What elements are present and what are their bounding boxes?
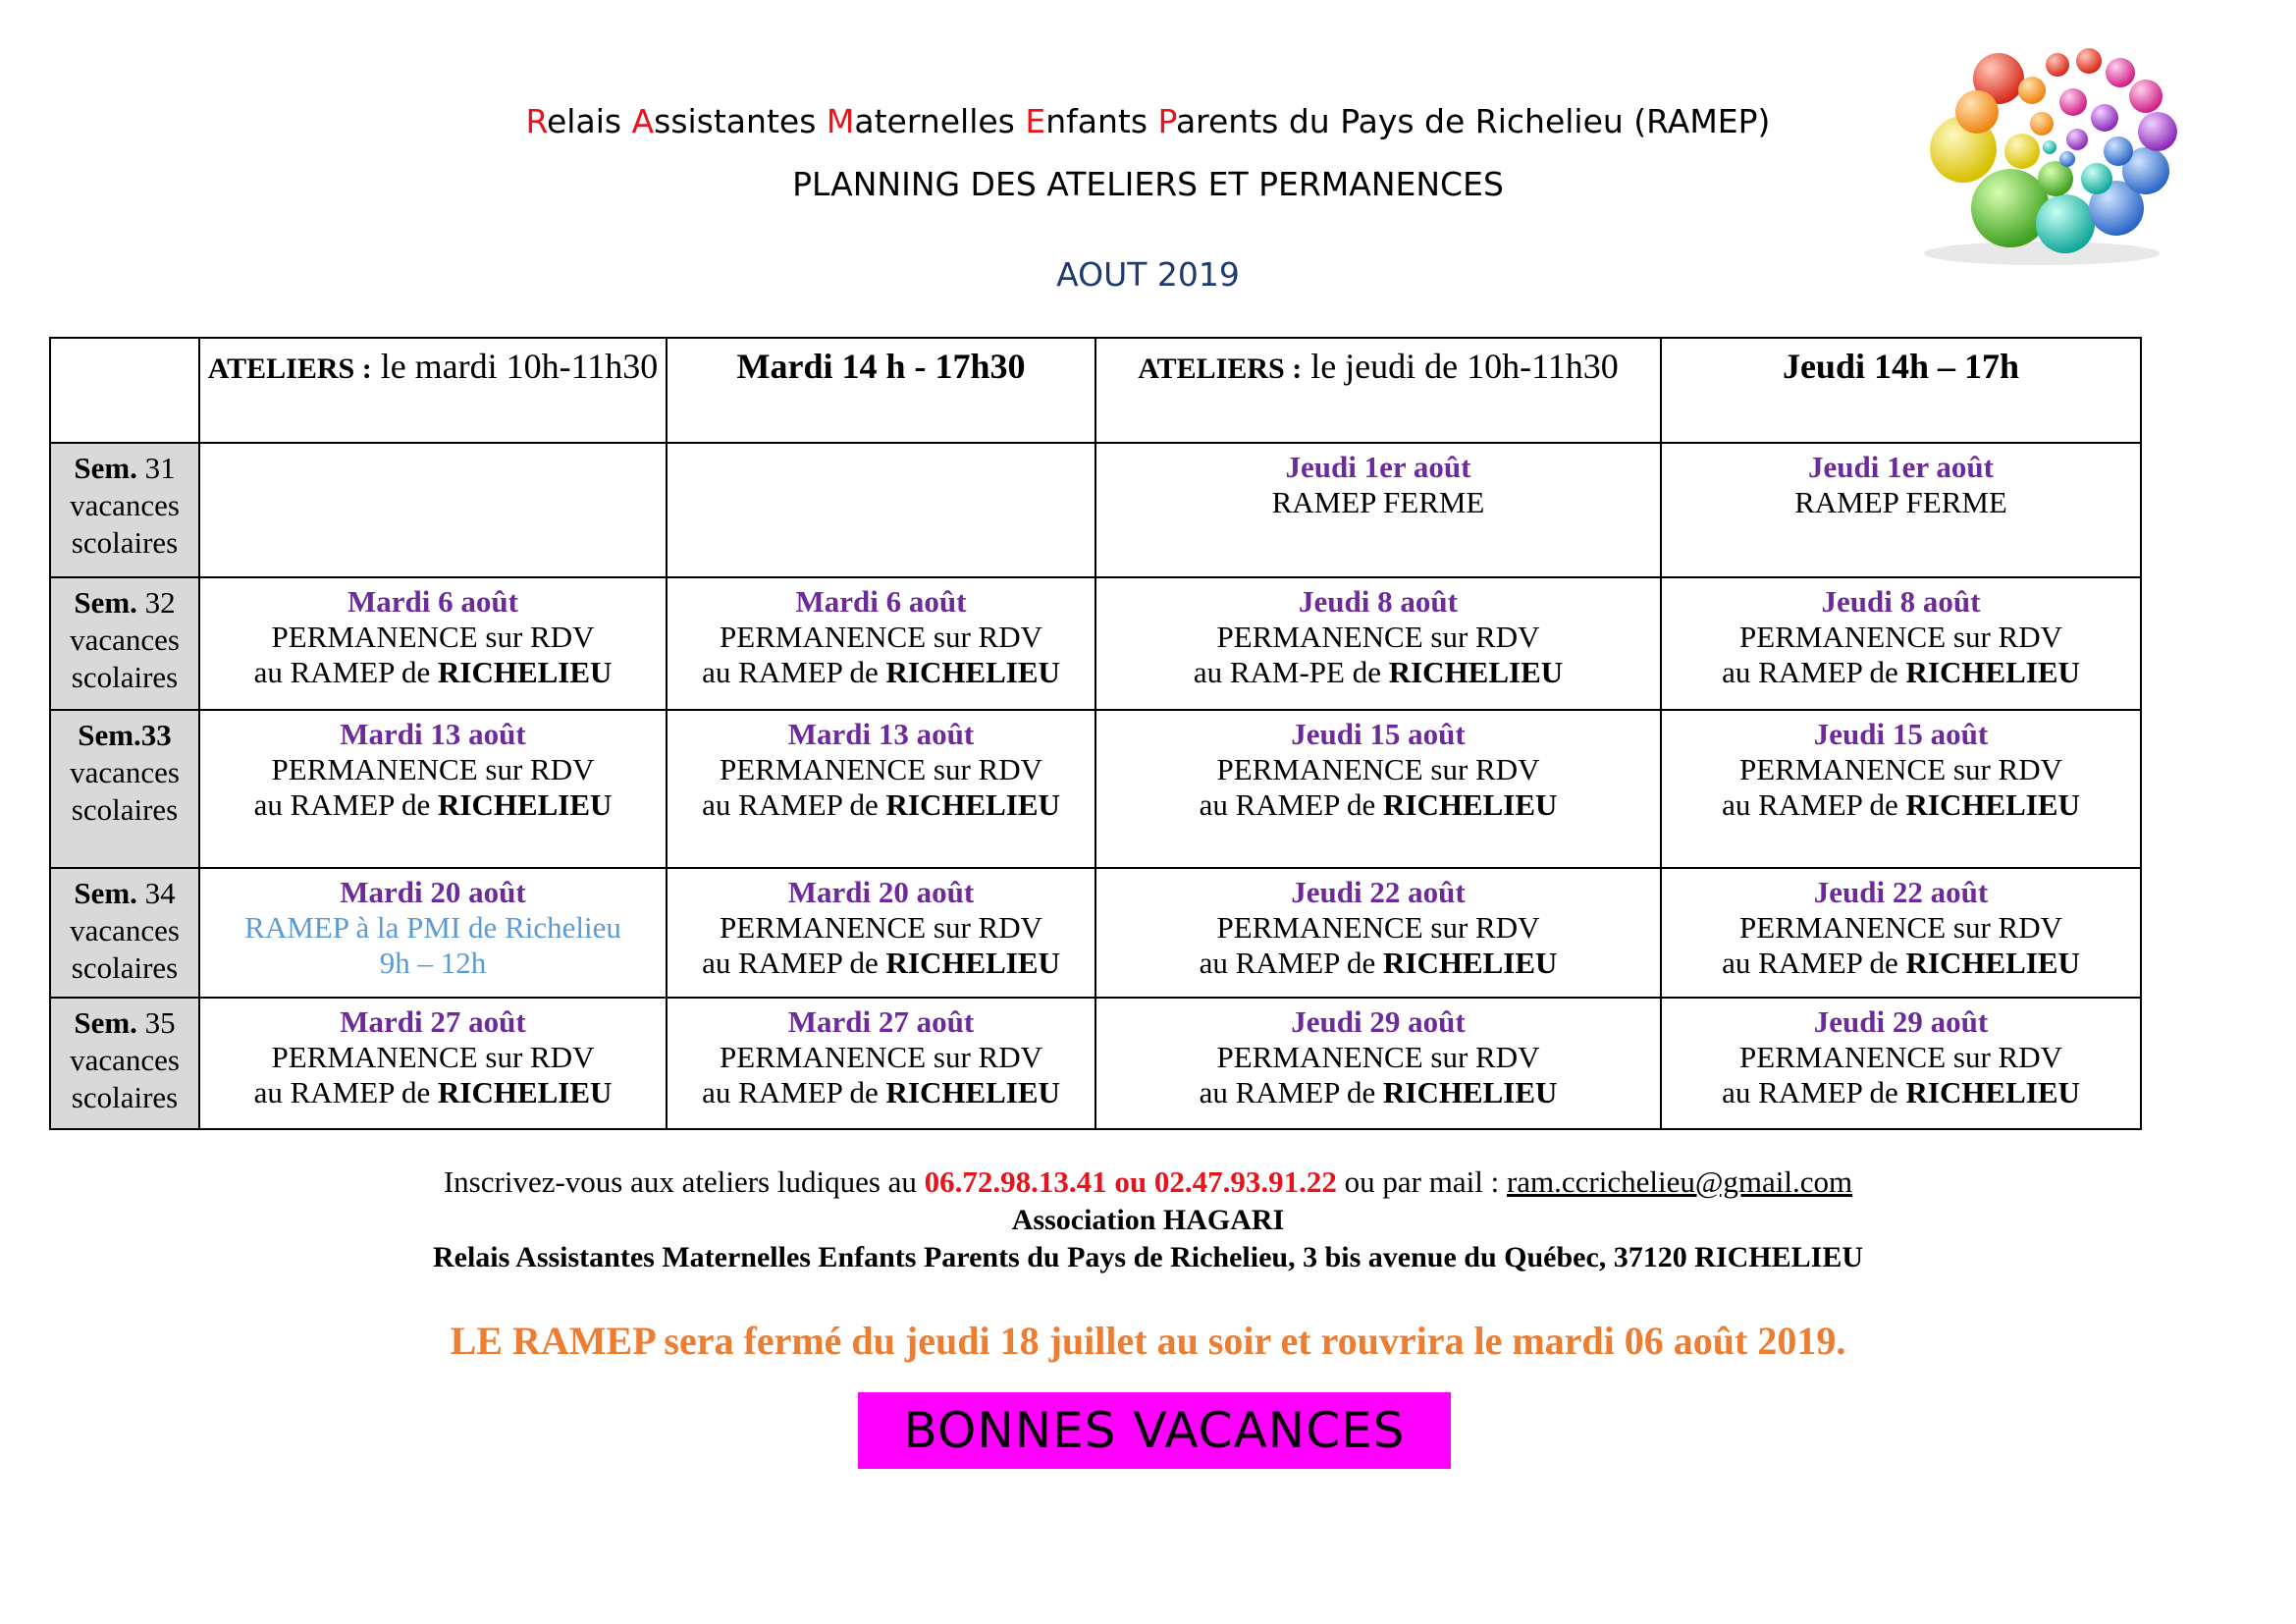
column-header: Mardi 14 h - 17h30 <box>667 338 1095 443</box>
cell-line: PERMANENCE sur RDV <box>1216 752 1540 787</box>
bonnes-vacances-banner: BONNES VACANCES <box>858 1392 1451 1469</box>
schedule-cell <box>199 443 667 577</box>
cell-location: au RAMEP de RICHELIEU <box>702 945 1060 980</box>
cell-line: PERMANENCE sur RDV <box>1739 909 2062 945</box>
table-row <box>50 868 2141 998</box>
document-subtitle: PLANNING DES ATELIERS ET PERMANENCES <box>792 165 1504 203</box>
cell-date: Jeudi 22 août <box>1813 874 1989 909</box>
schedule-cell <box>199 710 667 867</box>
schedule-cell <box>667 443 1095 577</box>
week-cell: Sem.33 vacances scolaires <box>50 710 199 867</box>
address-line: Relais Assistantes Maternelles Enfants Parents du Pays de Richelieu, 3 bis avenue du Québec, 37120 RICHELIEU <box>432 1241 1864 1273</box>
column-header: ATELIERS : le mardi 10h-11h30 <box>199 338 667 443</box>
table-row <box>50 443 2141 577</box>
week-cell: Sem. 34 vacances scolaires <box>50 868 199 998</box>
column-header: ATELIERS : le jeudi de 10h-11h30 <box>1095 338 1661 443</box>
cell-line: PERMANENCE sur RDV <box>271 620 595 655</box>
cell-line: PERMANENCE sur RDV <box>271 752 595 787</box>
cell-location: au RAMEP de RICHELIEU <box>1199 787 1558 823</box>
cell-date: Jeudi 8 août <box>1821 584 1981 620</box>
closure-notice: LE RAMEP sera fermé du jeudi 18 juillet au soir et rouvrira le mardi 06 août 2019. <box>450 1319 1846 1363</box>
registration-info: Inscrivez-vous aux ateliers ludiques au 06.72.98.13.41 ou 02.47.93.91.22 ou par mail : ram.ccrichelieu@gmail.com <box>443 1164 1853 1199</box>
cell-time: 9h – 12h <box>379 945 487 980</box>
cell-line: PERMANENCE sur RDV <box>720 1039 1042 1074</box>
table-row <box>50 710 2141 867</box>
schedule-cell <box>667 577 1095 710</box>
cell-date: Mardi 13 août <box>787 717 975 752</box>
table-header-row <box>50 338 2141 443</box>
week-cell: Sem. 32 vacances scolaires <box>50 577 199 710</box>
schedule-cell <box>1095 710 1661 867</box>
cell-location: au RAMEP de RICHELIEU <box>253 787 613 823</box>
schedule-cell <box>1661 998 2141 1129</box>
cell-location: au RAMEP de RICHELIEU <box>1722 945 2080 980</box>
cell-location: au RAMEP de RICHELIEU <box>702 787 1060 823</box>
cell-location: au RAM-PE de RICHELIEU <box>1193 655 1564 690</box>
cell-location: au RAMEP de RICHELIEU <box>253 655 613 690</box>
schedule-cell <box>1095 998 1661 1129</box>
document-title: Relais Assistantes Maternelles Enfants Parents du Pays de Richelieu (RAMEP) <box>525 102 1771 140</box>
cell-line: PERMANENCE sur RDV <box>1739 620 2062 655</box>
cell-date: Jeudi 15 août <box>1291 717 1466 752</box>
cell-date: Jeudi 29 août <box>1813 1003 1989 1039</box>
cell-note: RAMEP à la PMI de Richelieu <box>244 909 621 945</box>
table-row <box>50 998 2141 1129</box>
cell-line: RAMEP FERME <box>1794 485 2007 519</box>
schedule-cell <box>1095 577 1661 710</box>
week-cell: Sem. 31 vacances scolaires <box>50 443 199 577</box>
schedule-cell <box>1095 443 1661 577</box>
schedule-cell <box>1661 868 2141 998</box>
cell-location: au RAMEP de RICHELIEU <box>1199 945 1558 980</box>
cell-date: Jeudi 1er août <box>1285 450 1471 484</box>
cell-date: Mardi 20 août <box>340 874 526 909</box>
cell-line: PERMANENCE sur RDV <box>720 909 1042 945</box>
schedule-cell <box>667 998 1095 1129</box>
cell-line: PERMANENCE sur RDV <box>1739 1039 2062 1074</box>
cell-location: au RAMEP de RICHELIEU <box>1199 1074 1558 1110</box>
phone-numbers: 06.72.98.13.41 ou 02.47.93.91.22 <box>924 1164 1337 1199</box>
cell-location: au RAMEP de RICHELIEU <box>1722 787 2080 823</box>
cell-line: PERMANENCE sur RDV <box>1739 752 2062 787</box>
table-row <box>50 577 2141 710</box>
schedule-cell <box>199 868 667 998</box>
cell-line: PERMANENCE sur RDV <box>271 1039 595 1074</box>
colorful-spheres-logo-icon <box>1895 22 2189 287</box>
cell-date: Jeudi 29 août <box>1291 1003 1466 1039</box>
cell-date: Jeudi 8 août <box>1299 584 1458 620</box>
cell-line: PERMANENCE sur RDV <box>720 620 1042 655</box>
planning-table <box>49 337 2142 1130</box>
schedule-cell <box>1095 868 1661 998</box>
cell-date: Jeudi 15 août <box>1813 717 1989 752</box>
cell-date: Mardi 13 août <box>340 717 526 752</box>
cell-location: au RAMEP de RICHELIEU <box>1722 655 2080 690</box>
cell-location: au RAMEP de RICHELIEU <box>253 1074 613 1110</box>
cell-line: RAMEP FERME <box>1271 485 1485 519</box>
cell-line: PERMANENCE sur RDV <box>1216 620 1540 655</box>
cell-line: PERMANENCE sur RDV <box>1216 1039 1540 1074</box>
cell-date: Mardi 27 août <box>787 1003 975 1039</box>
corner-cell <box>50 338 199 443</box>
week-cell: Sem. 35 vacances scolaires <box>50 998 199 1129</box>
month-heading: AOUT 2019 <box>1056 255 1240 294</box>
cell-line: PERMANENCE sur RDV <box>720 752 1042 787</box>
schedule-cell <box>1661 577 2141 710</box>
column-header: Jeudi 14h – 17h <box>1661 338 2141 443</box>
cell-location: au RAMEP de RICHELIEU <box>1722 1074 2080 1110</box>
cell-location: au RAMEP de RICHELIEU <box>702 655 1060 690</box>
cell-line: PERMANENCE sur RDV <box>1216 909 1540 945</box>
schedule-cell <box>1661 710 2141 867</box>
schedule-cell <box>667 868 1095 998</box>
email-link[interactable]: ram.ccrichelieu@gmail.com <box>1506 1164 1853 1199</box>
cell-date: Mardi 6 août <box>347 584 518 620</box>
cell-date: Jeudi 1er août <box>1808 450 1994 484</box>
schedule-cell <box>667 710 1095 867</box>
cell-location: au RAMEP de RICHELIEU <box>702 1074 1060 1110</box>
cell-date: Mardi 27 août <box>340 1003 526 1039</box>
cell-date: Jeudi 22 août <box>1291 874 1466 909</box>
schedule-cell <box>1661 443 2141 577</box>
cell-date: Mardi 6 août <box>795 584 967 620</box>
cell-date: Mardi 20 août <box>787 874 975 909</box>
schedule-cell <box>199 577 667 710</box>
schedule-cell <box>199 998 667 1129</box>
association-name: Association HAGARI <box>1011 1204 1285 1236</box>
